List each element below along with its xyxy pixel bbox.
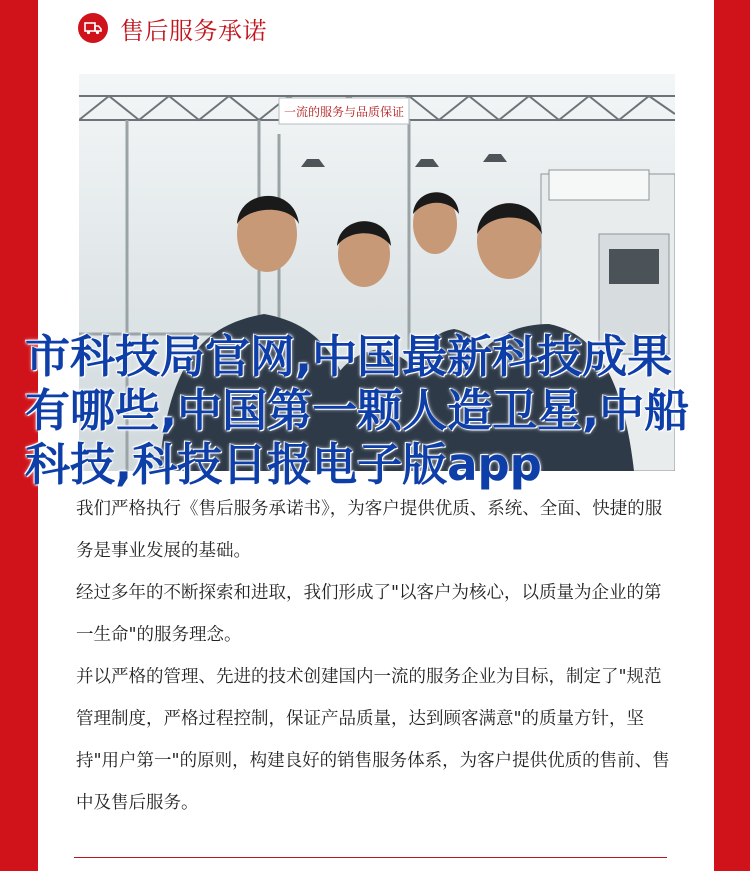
- overlay-article-title[interactable]: 市科技局官网,中国最新科技成果有哪些,中国第一颗人造卫星,中船科技,科技日报电子版app: [25, 330, 690, 491]
- section-header: [78, 12, 267, 44]
- section-title: 售后服务承诺: [120, 16, 267, 45]
- paragraph-2: 经过多年的不断探索和进取，我们形成了"以客户为核心，以质量为企业的第一生命"的服务理念。: [76, 583, 662, 645]
- factory-banner-text: 一流的服务与品质保证: [283, 105, 405, 119]
- paragraph-1: 我们严格执行《售后服务承诺书》，为客户提供优质、系统、全面、快捷的服务是事业发展的基础。: [76, 499, 663, 561]
- paragraph-3: 并以严格的管理、先进的技术创建国内一流的服务企业为目标，制定了"规范管理制度，严格过程控制，保证产品质量，达到顾客满意"的质量方针，坚持"用户第一"的原则，构建良好的销售服务体系，为客户提供优质的售前、售中及售后服务。: [76, 667, 670, 813]
- delivery-truck-icon: [78, 13, 108, 43]
- bottom-divider: [74, 857, 667, 858]
- service-commitment-text: [76, 488, 676, 824]
